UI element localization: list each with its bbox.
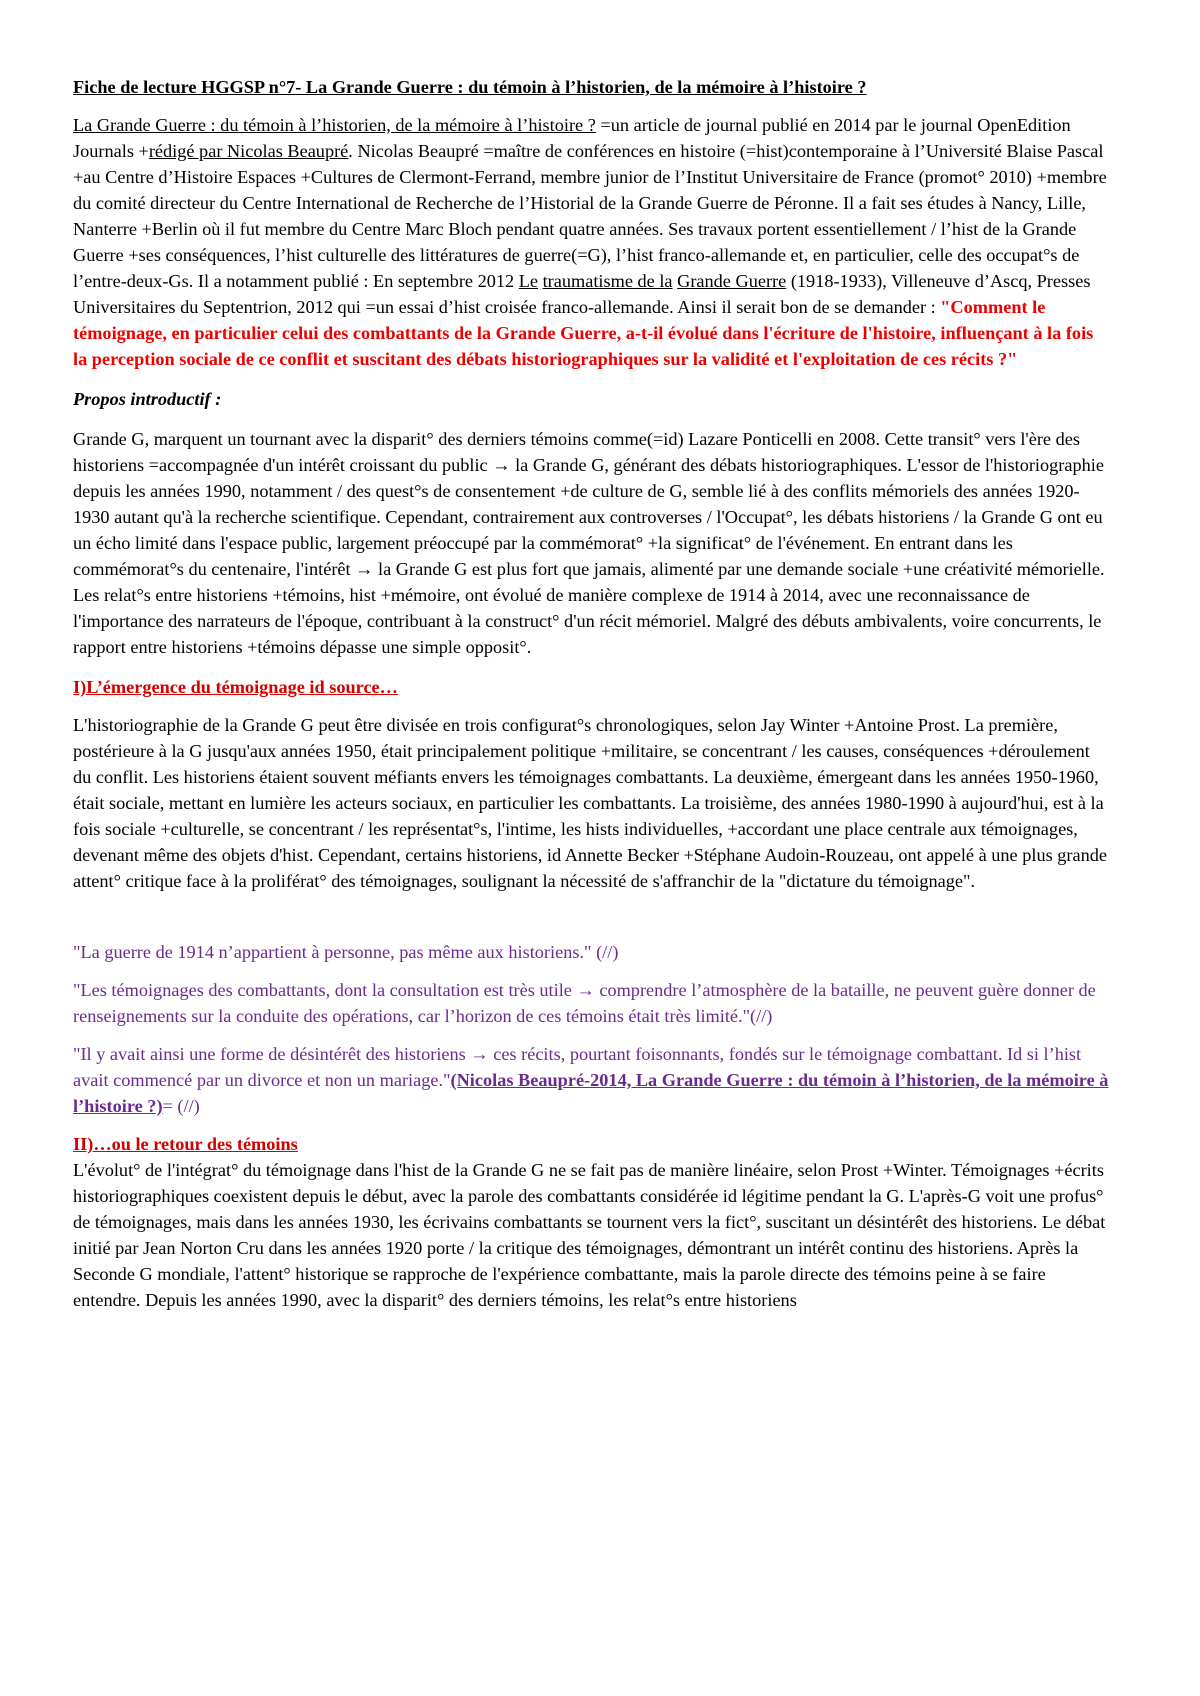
- book-title-traumatisme: traumatisme de la: [542, 271, 673, 291]
- intro-paragraph: [73, 112, 1110, 372]
- quote-2: "Les témoignages des combattants, dont la consultation est très utile → comprendre l’atmosphère de la bataille, ne peuvent guère donner de renseignements sur la conduite des opérations, car l’horizon de ces témoins était très limité."(//): [73, 980, 1096, 1026]
- quote-3-tail: = (//): [162, 1096, 200, 1116]
- quote-1: "La guerre de 1914 n’appartient à personne, pas même aux historiens." (//): [73, 942, 619, 962]
- problematique: "Comment le témoignage, en particulier celui des combattants de la Grande Guerre, a-t-il évolué dans l'écriture de l'histoire, influençant à la fois la perception sociale de ce conflit et suscitant des débats historiographiques sur la validité et l'exploitation de ces récits ?": [73, 297, 1094, 369]
- quote-3-reference-link: (Nicolas Beaupré-2014, La Grande Guerre : du témoin à l’historien, de la mémoire à l’histoire ?): [73, 1070, 1109, 1116]
- article-title-link: La Grande Guerre : du témoin à l’historien, de la mémoire à l’histoire ?: [73, 115, 596, 135]
- part1-paragraph: L'historiographie de la Grande G peut être divisée en trois configurat°s chronologiques, selon Jay Winter +Antoine Prost. La première, postérieure à la G jusqu'aux années 1950, était principalement politique +militaire, se concentrant / les causes, conséquences +déroulement du conflit. Les historiens étaient souvent méfiants envers les témoignages combattants. La deuxième, émergeant dans les années 1950-1960, était sociale, mettant en lumière les acteurs sociaux, en particulier les combattants. La troisième, des années 1980-1990 à aujourd'hui, est à la fois sociale +culturelle, se concentrant / les représentat°s, l'intime, les hists individuelles, +accordant une place centrale aux témoignages, devenant même des objets d'hist. Cependant, certains historiens, id Annette Becker +Stéphane Audoin-Rouzeau, ont appelé à une plus grande attent° critique face à la proliférat° des témoignages, soulignant la nécessité de s'affranchir de la "dictature du témoignage".: [73, 715, 1108, 891]
- intro-text-c: (1918-1933), Villeneuve d’Ascq, Presses Universitaires du Septentrion, 2012 qui =un essai d’hist croisée franco-allemande. Ainsi il serait bon de se demander :: [73, 271, 1091, 317]
- propos-paragraph: Grande G, marquent un tournant avec la disparit° des derniers témoins comme(=id) Lazare Ponticelli en 2008. Cette transit° vers l'ère des historiens =accompagnée d'un intérêt croissant du public → la Grande G, générant des débats historiographiques. L'essor de l'historiographie depuis les années 1990, notamment / des quest°s de consentement +de culture de G, semble lié à des conflits mémoriels des années 1920-1930 autant qu'à la recherche scientifique. Cependant, contrairement aux controverses / l'Occupat°, les débats historiens / la Grande G ont eu un écho limité dans l'espace public, largement préoccupé par la commémorat° +la significat° de l'événement. En entrant dans les commémorat°s du centenaire, l'intérêt → la Grande G est plus fort que jamais, alimenté par une demande sociale +une créativité mémorielle. Les relat°s entre historiens +témoins, hist +mémoire, ont évolué de manière complexe de 1914 à 2014, avec une reconnaissance de l'importance des narrateurs de l'époque, contribuant à la construct° d'un récit mémoriel. Malgré des débuts ambivalents, voire concurrents, le rapport entre historiens +témoins dépasse une simple opposit°.: [73, 429, 1105, 657]
- book-title-grande-guerre: Grande Guerre: [677, 271, 787, 291]
- quote-3-text: "Il y avait ainsi une forme de désintérêt des historiens → ces récits, pourtant foisonnants, fondés sur le témoignage combattant. Id si l’hist avait commencé par un divorce et non un mariage.": [73, 1044, 1082, 1090]
- author-link: rédigé par Nicolas Beaupré: [148, 141, 349, 161]
- spacer: [73, 894, 1110, 939]
- propos-heading: Propos introductif :: [73, 389, 222, 409]
- intro-text-b: . Nicolas Beaupré =maître de conférences en histoire (=hist)contemporaine à l’Université Blaise Pascal +au Centre d’Histoire Espaces +Cultures de Clermont-Ferrand, membre junior de l’Institut Universitaire de France (promot° 2010) +membre du comité directeur du Centre International de Recherche de l’Historial de la Grande Guerre de Péronne. Il a fait ses études à Nancy, Lille, Nanterre +Berlin où il fut membre du Centre Marc Bloch pendant quatre années. Ses travaux portent essentiellement / l’hist de la Grande Guerre +ses conséquences, l’hist culturelle des littératures de guerre(=G), l’hist franco-allemande et, en particulier, celle des occupat°s de l’entre-deux-Gs. Il a notamment publié : En septembre 2012: [73, 141, 1107, 291]
- document-title: Fiche de lecture HGGSP n°7- La Grande Guerre : du témoin à l’historien, de la mémoire à l’histoire ?: [73, 77, 867, 97]
- intro-text-a: =un article de journal publié en 2014 par le journal OpenEdition Journals +: [73, 115, 1071, 161]
- quote-3: [73, 1041, 1110, 1119]
- part1-heading: I)L’émergence du témoignage id source…: [73, 677, 398, 697]
- part2-paragraph: L'évolut° de l'intégrat° du témoignage dans l'hist de la Grande G ne se fait pas de manière linéaire, selon Prost +Winter. Témoignages +écrits historiographiques coexistent depuis le début, avec la parole des combattants considérée id légitime pendant la G. L'après-G voit une profus° de témoignages, mais dans les années 1930, les écrivains combattants se tournent vers la fict°, suscitant un désintérêt des historiens. Le débat initié par Jean Norton Cru dans les années 1920 porte / la critique des témoignages, démontrant un intérêt continu des historiens. Après la Seconde G mondiale, l'attent° historique se rapproche de l'expérience combattante, mais la parole directe des témoins peine à se faire entendre. Depuis les années 1990, avec la disparit° des derniers témoins, les relat°s entre historiens: [73, 1160, 1106, 1310]
- part2-heading: II)…ou le retour des témoins: [73, 1134, 298, 1154]
- book-title-le: Le: [518, 271, 539, 291]
